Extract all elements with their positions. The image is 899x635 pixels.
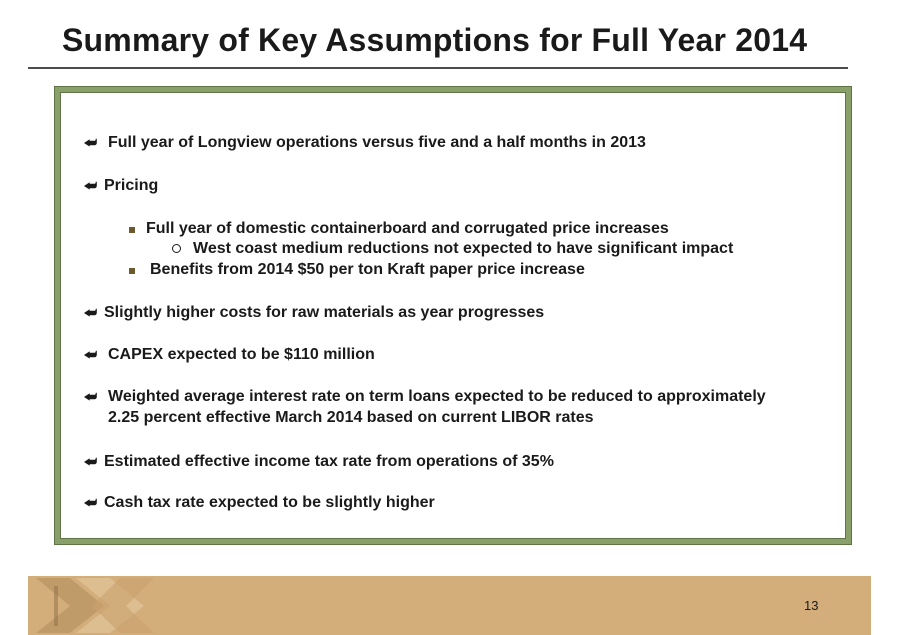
page-number: 13 [804,598,819,613]
company-logo [36,576,166,635]
chevron-right-icon: ⮨ [84,134,98,150]
bullet-5-line-2: 2.25 percent effective March 2014 based on current LIBOR rates [108,409,594,426]
square-bullet-icon [129,268,135,274]
chevron-right-icon: ⮨ [84,177,98,193]
bullet-2: Pricing [104,177,159,194]
page-title: Summary of Key Assumptions for Full Year 2014 [62,22,808,58]
chevron-right-icon: ⮨ [84,453,98,469]
square-bullet-icon [129,227,135,233]
circle-bullet-icon [172,244,181,253]
bullet-7: Cash tax rate expected to be slightly higher [104,494,435,511]
bullet-5-line-1: Weighted average interest rate on term loans expected to be reduced to approximately [108,388,766,405]
chevron-right-icon: ⮨ [84,304,98,320]
chevron-right-icon: ⮨ [84,346,98,362]
bullet-2-sub-1-sub: West coast medium reductions not expected to have significant impact [193,240,734,257]
title-divider [28,67,848,69]
chevron-right-icon: ⮨ [84,388,98,404]
bullet-4: CAPEX expected to be $110 million [108,346,375,363]
bullet-3: Slightly higher costs for raw materials as year progresses [104,304,545,321]
bullet-2-sub-2: Benefits from 2014 $50 per ton Kraft paper price increase [150,261,585,278]
bullet-1: Full year of Longview operations versus five and a half months in 2013 [108,134,646,151]
bullet-6: Estimated effective income tax rate from operations of 35% [104,453,554,470]
chevron-right-icon: ⮨ [84,494,98,510]
bullet-2-sub-1: Full year of domestic containerboard and corrugated price increases [146,220,669,237]
